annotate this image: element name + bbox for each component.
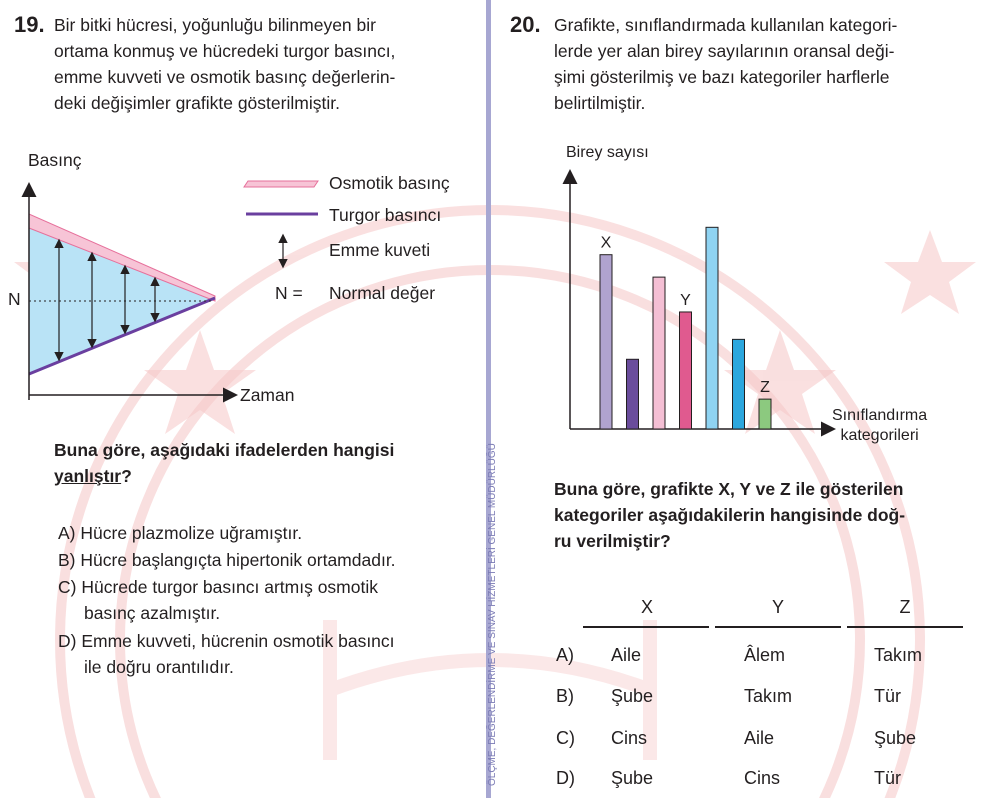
- bar-6: [733, 339, 745, 429]
- q19-stem-line: Bir bitki hücresi, yoğunluğu bilinmeyen bir: [54, 15, 376, 35]
- q20-question-line: kategoriler aşağıdakilerin hangisinde doğ-: [554, 505, 906, 525]
- cell-z: Tür: [874, 686, 901, 706]
- q20-option-d[interactable]: [556, 768, 976, 792]
- q19-question-line1: Buna göre, aşağıdaki ifadelerden hangisi: [54, 440, 395, 460]
- q20-stem-line: belirtilmiştir.: [554, 93, 646, 113]
- q20-number: 20.: [510, 12, 541, 37]
- legend-emme-label: Emme kuveti: [329, 240, 431, 260]
- option-text: Emme kuvveti, hücrenin osmotik basıncı: [81, 631, 395, 651]
- q19-question-mark: ?: [121, 466, 132, 486]
- q20-question: [554, 476, 905, 554]
- legend-turgor-label: Turgor basıncı: [329, 205, 442, 225]
- table-rule: [715, 626, 841, 628]
- option-letter: D): [58, 631, 77, 651]
- q19-option-b[interactable]: [58, 547, 396, 573]
- cell-y: Aile: [744, 728, 775, 748]
- legend-n-label: Normal değer: [329, 283, 436, 303]
- q19-stem-line: emme kuvveti ve osmotik basınç değerlerin-: [54, 67, 396, 87]
- legend-n-symbol: N =: [275, 283, 303, 303]
- legend-osmotic-symbol: [244, 181, 318, 187]
- option-text: Hücrede turgor basıncı artmış osmotik: [81, 577, 378, 597]
- option-letter: C): [58, 577, 77, 597]
- cell-z: Tür: [874, 768, 901, 788]
- q19-option-a[interactable]: [58, 520, 302, 546]
- legend-osmotic-label: Osmotik basınç: [329, 173, 450, 193]
- cell-y: Cins: [744, 768, 781, 788]
- cell-z: Takım: [874, 645, 923, 665]
- table-rule: [583, 626, 709, 628]
- bar-3: [653, 277, 665, 429]
- table-rule: [847, 626, 963, 628]
- bar-5: [706, 227, 718, 429]
- q20-option-b[interactable]: [556, 686, 976, 710]
- chart-y-label: Birey sayısı: [566, 144, 649, 161]
- q20-question-line: Buna göre, grafikte X, Y ve Z ile gösterilen: [554, 479, 904, 499]
- chart-x-label-line: Sınıflandırma: [832, 407, 928, 424]
- bar-1: [600, 255, 612, 429]
- option-letter: A): [58, 523, 76, 543]
- option-letter: B): [58, 550, 76, 570]
- bar-label-x: X: [600, 234, 612, 252]
- q20-option-c[interactable]: [556, 728, 976, 752]
- q20-question-line: ru verilmiştir?: [554, 531, 671, 551]
- cell-x: Şube: [611, 686, 654, 706]
- cell-x: Şube: [611, 768, 654, 788]
- q19-x-label: Zaman: [240, 385, 295, 405]
- q19-stem-line: ortama konmuş ve hücredeki turgor basıncı,: [54, 41, 396, 61]
- bar-7: [759, 399, 771, 429]
- q20-stem-line: şimi gösterilmiş ve bazı kategoriler harflerle: [554, 67, 890, 87]
- option-text-cont: basınç azalmıştır.: [84, 603, 221, 623]
- bar-4: [680, 312, 692, 429]
- chart-x-label-line: kategorileri: [840, 427, 919, 444]
- q19-number: 19.: [14, 12, 45, 37]
- option-text: Hücre plazmolize uğramıştır.: [80, 523, 303, 543]
- cell-z: Şube: [874, 728, 917, 748]
- option-letter: D): [556, 768, 575, 788]
- bar-2: [627, 359, 639, 429]
- bar-label-y: Y: [680, 291, 691, 309]
- emme-region: [29, 226, 215, 374]
- cell-y: Takım: [744, 686, 793, 706]
- cell-x: Aile: [611, 645, 642, 665]
- q19-question: [54, 437, 394, 489]
- option-letter: C): [556, 728, 575, 748]
- q19-stem-line: deki değişimler grafikte gösterilmiştir.: [54, 93, 340, 113]
- option-letter: B): [556, 686, 574, 706]
- q20-stem: [554, 12, 897, 116]
- bar-label-z: Z: [760, 379, 770, 397]
- table-header-x: X: [640, 597, 653, 617]
- q20-option-a[interactable]: [556, 645, 976, 669]
- q19-y-label: Basınç: [28, 150, 82, 170]
- q19-n-label: N: [8, 289, 21, 309]
- divider-text: ÖLÇME, DEĞERLENDİRME VE SINAV HİZMETLERİ GENEL MÜDÜRLÜĞÜ: [487, 443, 498, 786]
- q19-option-d[interactable]: [58, 628, 395, 680]
- cell-y: Âlem: [744, 645, 786, 665]
- cell-x: Cins: [611, 728, 648, 748]
- q20-stem-line: lerde yer alan birey sayılarının oransal deği-: [554, 41, 895, 61]
- q19-option-c[interactable]: [58, 574, 378, 626]
- option-text-cont: ile doğru orantılıdır.: [84, 657, 234, 677]
- table-header-z: Z: [899, 597, 911, 617]
- q19-question-keyword: yanlıştır: [54, 466, 122, 486]
- q20-stem-line: Grafikte, sınıflandırmada kullanılan kategori-: [554, 15, 898, 35]
- bar-chart: [540, 160, 850, 440]
- table-header-y: Y: [771, 597, 784, 617]
- option-text: Hücre başlangıçta hipertonik ortamdadır.: [80, 550, 396, 570]
- option-letter: A): [556, 645, 574, 665]
